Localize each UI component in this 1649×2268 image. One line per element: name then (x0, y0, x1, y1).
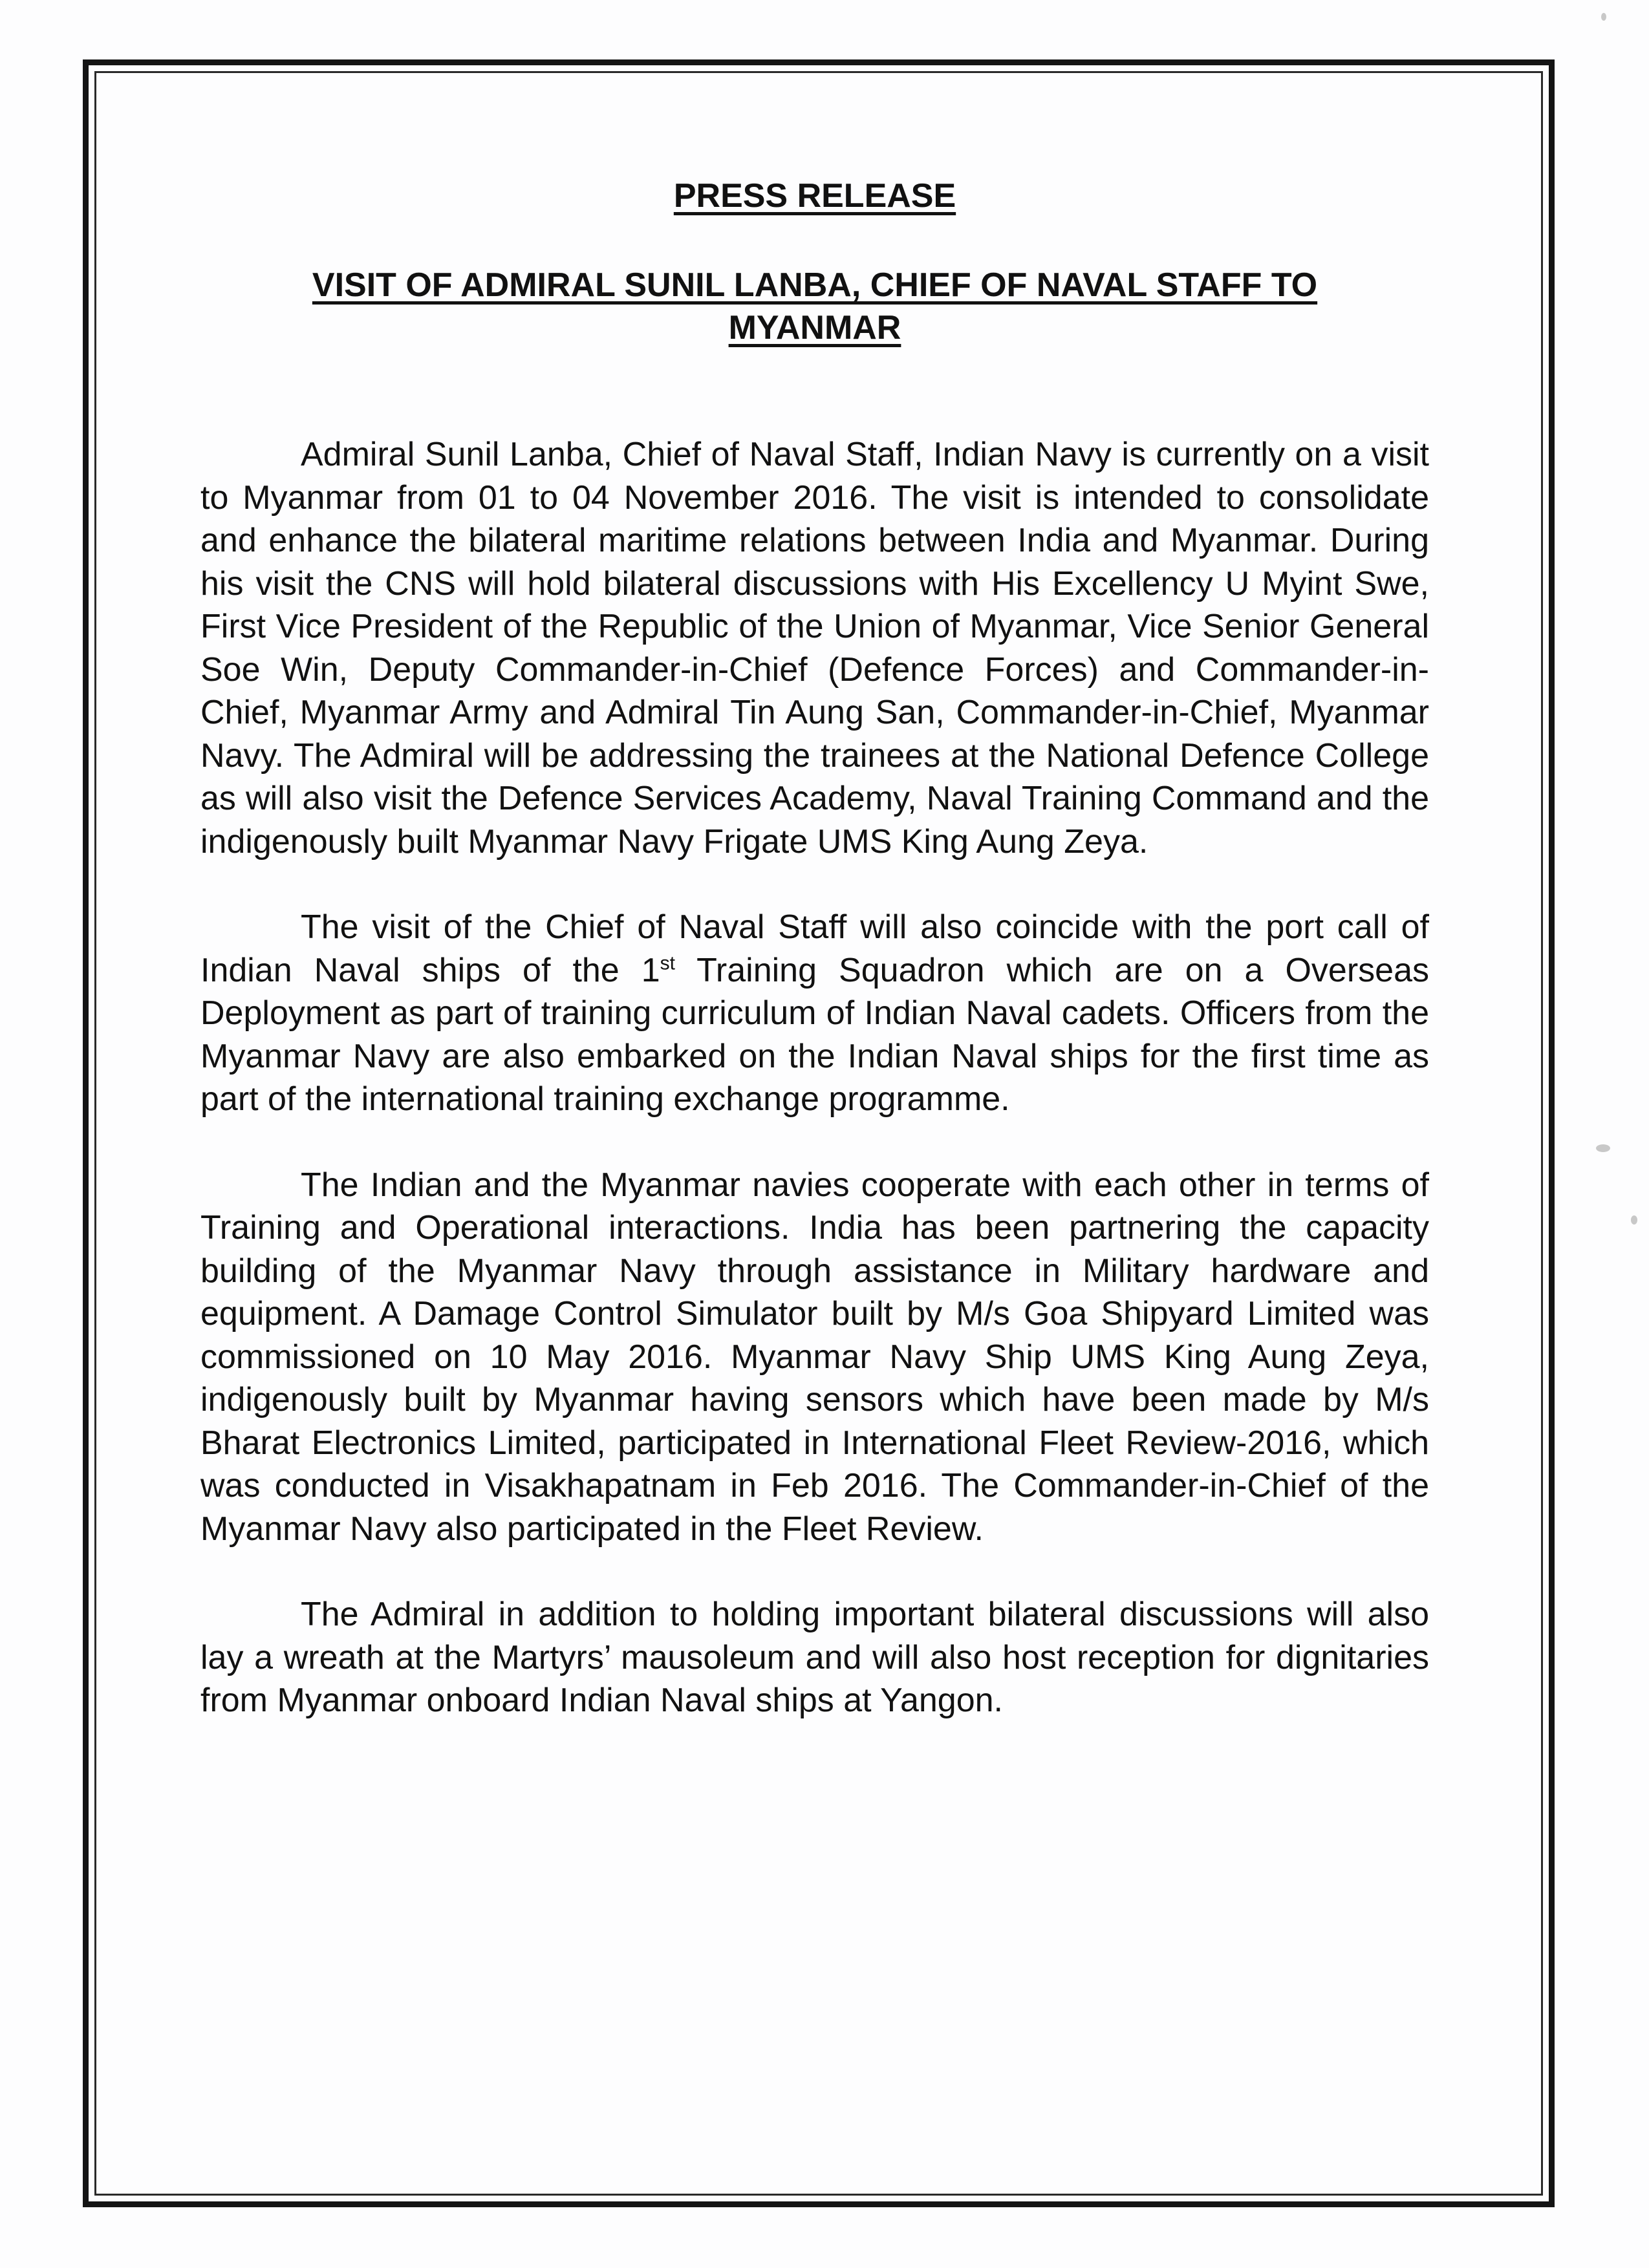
scan-speck (1631, 1215, 1637, 1225)
paragraph-training-squadron-part2: Training Squadron which are on a Overseas Deployment as part of training curriculum of Indian Naval cadets. Officers from the Myanmar Navy are also embarked on the Indian Naval ships for the first time as part of the international training exchange programme. (200, 951, 1430, 1118)
paragraph-visit-overview: Admiral Sunil Lanba, Chief of Naval Staff, Indian Navy is currently on a visit to Myanmar from 01 to 04 November 2016. The visit is intended to consolidate and enhance the bilateral maritime relations between India and Myanmar. During his visit the CNS will hold bilateral discussions with His Excellency U Myint Swe, First Vice President of the Republic of the Union of Myanmar, Vice Senior General Soe Win, Deputy Commander-in-Chief (Defence Forces) and Commander-in-Chief, Myanmar Army and Admiral Tin Aung San, Commander-in-Chief, Myanmar Navy. The Admiral will be addressing the trainees at the National Defence College as will also visit the Defence Services Academy, Naval Training Command and the indigenously built Myanmar Navy Frigate UMS King Aung Zeya. (200, 436, 1429, 861)
paragraph-training-squadron-part1: The visit of the Chief of Naval Staff will also coincide with the port call of Indian Naval ships of the 1 (200, 908, 1429, 989)
ordinal-suffix: st (660, 952, 676, 974)
scan-speck (1596, 1144, 1610, 1152)
paragraph-training-squadron (200, 906, 1429, 1121)
press-release-body (200, 175, 1429, 1722)
scan-speck (1601, 13, 1606, 21)
press-release-subtitle: VISIT OF ADMIRAL SUNIL LANBA, CHIEF OF NAVAL STAFF TO MYANMAR (312, 266, 1318, 347)
paragraph-wreath-reception: The Admiral in addition to holding important bilateral discussions will also lay a wreath at the Martyrs’ mausoleum and will also host reception for dignitaries from Myanmar onboard Indian Naval ships at Yangon. (200, 1596, 1429, 1719)
press-release-title: PRESS RELEASE (673, 177, 956, 215)
paragraph-navy-cooperation: The Indian and the Myanmar navies cooperate with each other in terms of Training and Operational interactions. India has been partnering the capacity building of the Myanmar Navy through assistance in Military hardware and equipment. A Damage Control Simulator built by M/s Goa Shipyard Limited was commissioned on 10 May 2016. Myanmar Navy Ship UMS King Aung Zeya, indigenously built by Myanmar having sensors which have been made by M/s Bharat Electronics Limited, participated in International Fleet Review-2016, which was conducted in Visakhapatnam in Feb 2016. The Commander-in-Chief of the Myanmar Navy also participated in the Fleet Review. (200, 1166, 1429, 1548)
